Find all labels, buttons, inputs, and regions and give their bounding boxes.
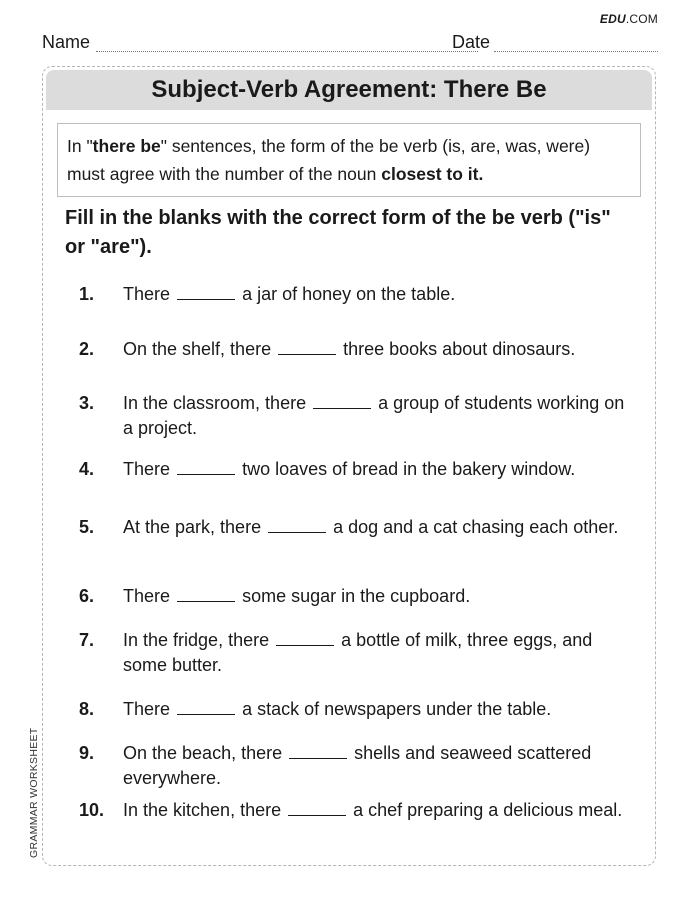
answer-blank[interactable] bbox=[177, 698, 235, 715]
item-number: 10. bbox=[79, 800, 105, 820]
sentence-start: In the classroom, there bbox=[123, 393, 307, 413]
sentence-start: In the kitchen, there bbox=[123, 800, 282, 820]
sentence-end: a chef preparing a delicious meal. bbox=[353, 800, 623, 820]
name-date-row bbox=[42, 32, 658, 56]
sentence-end: a bottle of milk, three eggs, and some butter. bbox=[123, 630, 593, 675]
answer-blank[interactable] bbox=[177, 585, 235, 602]
note-bold-2: closest to it. bbox=[381, 164, 484, 184]
date-label: Date bbox=[452, 32, 491, 52]
item-sentence bbox=[123, 628, 628, 678]
sentence-start: There bbox=[123, 699, 171, 719]
note-bold-1: there be bbox=[92, 136, 161, 156]
item-number: 9. bbox=[79, 743, 95, 763]
item-number: 4. bbox=[79, 459, 95, 479]
side-label: GRAMMAR WORKSHEET bbox=[28, 727, 40, 858]
item-sentence bbox=[123, 282, 628, 307]
item-number: 2. bbox=[79, 339, 95, 359]
sentence-end: shells and seaweed scattered everywhere. bbox=[123, 743, 592, 788]
sentence-end: a stack of newspapers under the table. bbox=[242, 699, 552, 719]
brand-com: .COM bbox=[625, 12, 658, 26]
item-sentence bbox=[123, 337, 628, 362]
name-line bbox=[96, 51, 478, 52]
rule-note bbox=[57, 123, 641, 197]
item-number: 5. bbox=[79, 517, 95, 537]
date-line bbox=[494, 51, 658, 52]
item-sentence bbox=[123, 457, 628, 482]
item-sentence bbox=[123, 391, 628, 441]
sentence-end: a dog and a cat chasing each other. bbox=[333, 517, 619, 537]
sentence-start: In the fridge, there bbox=[123, 630, 270, 650]
sentence-end: two loaves of bread in the bakery window. bbox=[242, 459, 576, 479]
sentence-start: There bbox=[123, 459, 171, 479]
sentence-start: At the park, there bbox=[123, 517, 262, 537]
answer-blank[interactable] bbox=[288, 799, 346, 816]
item-sentence bbox=[123, 798, 628, 823]
answer-blank[interactable] bbox=[268, 516, 326, 533]
sentence-end: a jar of honey on the table. bbox=[242, 284, 456, 304]
worksheet-card bbox=[42, 66, 656, 866]
sentence-end: some sugar in the cupboard. bbox=[242, 586, 471, 606]
brand-edu: EDU bbox=[599, 12, 626, 26]
answer-blank[interactable] bbox=[289, 742, 347, 759]
item-number: 1. bbox=[79, 284, 95, 304]
answer-blank[interactable] bbox=[177, 283, 235, 300]
answer-blank[interactable] bbox=[276, 629, 334, 646]
item-sentence bbox=[123, 584, 628, 609]
sentence-end: three books about dinosaurs. bbox=[343, 339, 576, 359]
sentence-start: There bbox=[123, 586, 171, 606]
note-text-1: In " bbox=[67, 136, 93, 156]
note-text-2: " sentences, the form of the be verb (is, are, was, were) must agree with the number of the noun bbox=[67, 136, 591, 184]
brand-logo bbox=[600, 12, 658, 26]
item-sentence bbox=[123, 741, 628, 791]
item-sentence bbox=[123, 515, 628, 540]
worksheet-title: Subject-Verb Agreement: There Be bbox=[151, 76, 547, 103]
answer-blank[interactable] bbox=[278, 338, 336, 355]
title-bar bbox=[46, 70, 652, 110]
sentence-end: a group of students working on a project. bbox=[123, 393, 625, 438]
item-sentence bbox=[123, 697, 628, 722]
instructions: Fill in the blanks with the correct form of the be verb ("is" or "are"). bbox=[65, 207, 611, 258]
sentence-start: On the beach, there bbox=[123, 743, 283, 763]
sentence-start: On the shelf, there bbox=[123, 339, 272, 359]
item-number: 3. bbox=[79, 393, 95, 413]
item-number: 7. bbox=[79, 630, 95, 650]
answer-blank[interactable] bbox=[313, 392, 371, 409]
item-number: 8. bbox=[79, 699, 95, 719]
sentence-start: There bbox=[123, 284, 171, 304]
name-label: Name bbox=[42, 32, 91, 52]
item-number: 6. bbox=[79, 586, 95, 606]
answer-blank[interactable] bbox=[177, 458, 235, 475]
